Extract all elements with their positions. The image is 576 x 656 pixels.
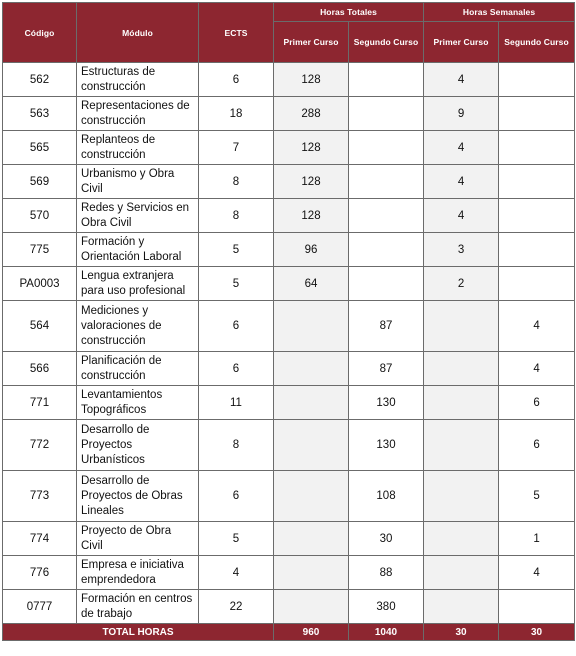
- cell-modulo: Desarrollo de Proyectos de Obras Lineales: [77, 471, 199, 522]
- cell-ht-primer: [274, 556, 349, 590]
- cell-modulo: Levantamientos Topográficos: [77, 386, 199, 420]
- total-ht-segundo: 1040: [349, 624, 424, 641]
- cell-ht-segundo: 130: [349, 386, 424, 420]
- cell-hs-segundo: [499, 131, 575, 165]
- modules-table: [2, 2, 575, 641]
- cell-ht-primer: 288: [274, 97, 349, 131]
- table-row: [3, 199, 575, 233]
- cell-codigo: 772: [3, 420, 77, 471]
- cell-hs-primer: 4: [424, 199, 499, 233]
- cell-codigo: 563: [3, 97, 77, 131]
- cell-hs-segundo: 4: [499, 556, 575, 590]
- table-row: [3, 301, 575, 352]
- cell-ects: 8: [199, 165, 274, 199]
- cell-hs-segundo: [499, 63, 575, 97]
- header-ht-segundo-curso: Segundo Curso: [349, 22, 424, 63]
- cell-ects: 7: [199, 131, 274, 165]
- cell-ht-primer: [274, 471, 349, 522]
- cell-ht-segundo: [349, 267, 424, 301]
- table-body: [3, 63, 575, 624]
- cell-ht-segundo: [349, 97, 424, 131]
- cell-ht-segundo: [349, 131, 424, 165]
- cell-modulo: Planificación de construcción: [77, 352, 199, 386]
- cell-codigo: 0777: [3, 590, 77, 624]
- cell-hs-primer: [424, 556, 499, 590]
- cell-modulo: Formación en centros de trabajo: [77, 590, 199, 624]
- cell-ht-segundo: [349, 233, 424, 267]
- cell-modulo: Redes y Servicios en Obra Civil: [77, 199, 199, 233]
- cell-modulo: Urbanismo y Obra Civil: [77, 165, 199, 199]
- cell-hs-segundo: 4: [499, 301, 575, 352]
- table-row: [3, 556, 575, 590]
- header-codigo: Código: [3, 3, 77, 63]
- cell-ht-segundo: [349, 165, 424, 199]
- cell-ects: 18: [199, 97, 274, 131]
- table-footer: [3, 624, 575, 641]
- table-row: [3, 165, 575, 199]
- cell-hs-primer: [424, 420, 499, 471]
- cell-hs-primer: 4: [424, 131, 499, 165]
- table-header: [3, 3, 575, 63]
- cell-hs-segundo: [499, 267, 575, 301]
- cell-ht-segundo: 88: [349, 556, 424, 590]
- cell-ht-primer: 128: [274, 165, 349, 199]
- totals-label: TOTAL HORAS: [3, 624, 274, 641]
- cell-modulo: Desarrollo de Proyectos Urbanísticos: [77, 420, 199, 471]
- table-row: [3, 131, 575, 165]
- cell-ht-segundo: 30: [349, 522, 424, 556]
- cell-codigo: 771: [3, 386, 77, 420]
- cell-hs-primer: [424, 301, 499, 352]
- cell-ht-segundo: 87: [349, 301, 424, 352]
- cell-codigo: 564: [3, 301, 77, 352]
- cell-hs-primer: 4: [424, 63, 499, 97]
- cell-ects: 5: [199, 233, 274, 267]
- cell-hs-primer: 3: [424, 233, 499, 267]
- cell-hs-primer: 9: [424, 97, 499, 131]
- cell-hs-primer: 2: [424, 267, 499, 301]
- cell-codigo: 569: [3, 165, 77, 199]
- cell-ht-primer: 128: [274, 199, 349, 233]
- cell-ects: 6: [199, 352, 274, 386]
- cell-ects: 22: [199, 590, 274, 624]
- cell-hs-segundo: [499, 97, 575, 131]
- cell-ht-segundo: 380: [349, 590, 424, 624]
- table-row: [3, 420, 575, 471]
- cell-modulo: Empresa e iniciativa emprendedora: [77, 556, 199, 590]
- total-ht-primer: 960: [274, 624, 349, 641]
- cell-ht-primer: 96: [274, 233, 349, 267]
- cell-hs-segundo: 4: [499, 352, 575, 386]
- cell-ects: 4: [199, 556, 274, 590]
- cell-codigo: 570: [3, 199, 77, 233]
- table-row: [3, 63, 575, 97]
- cell-hs-segundo: [499, 199, 575, 233]
- cell-hs-segundo: [499, 233, 575, 267]
- cell-codigo: 566: [3, 352, 77, 386]
- cell-ht-primer: 128: [274, 63, 349, 97]
- cell-ht-segundo: [349, 199, 424, 233]
- cell-hs-primer: [424, 590, 499, 624]
- cell-ht-primer: 64: [274, 267, 349, 301]
- cell-ht-primer: 128: [274, 131, 349, 165]
- cell-ects: 6: [199, 471, 274, 522]
- cell-ects: 5: [199, 522, 274, 556]
- cell-modulo: Estructuras de construcción: [77, 63, 199, 97]
- cell-modulo: Representaciones de construcción: [77, 97, 199, 131]
- cell-modulo: Formación y Orientación Laboral: [77, 233, 199, 267]
- table-row: [3, 386, 575, 420]
- table-row: [3, 522, 575, 556]
- cell-hs-primer: 4: [424, 165, 499, 199]
- cell-codigo: PA0003: [3, 267, 77, 301]
- total-hs-segundo: 30: [499, 624, 575, 641]
- cell-codigo: 776: [3, 556, 77, 590]
- cell-ects: 5: [199, 267, 274, 301]
- cell-hs-segundo: 6: [499, 386, 575, 420]
- header-horas-semanales: Horas Semanales: [424, 3, 575, 22]
- header-ht-primer-curso: Primer Curso: [274, 22, 349, 63]
- cell-codigo: 565: [3, 131, 77, 165]
- table-row: [3, 590, 575, 624]
- cell-ht-segundo: 130: [349, 420, 424, 471]
- cell-codigo: 774: [3, 522, 77, 556]
- cell-hs-primer: [424, 352, 499, 386]
- cell-ects: 8: [199, 199, 274, 233]
- cell-hs-segundo: [499, 165, 575, 199]
- cell-ht-primer: [274, 386, 349, 420]
- cell-ht-segundo: 87: [349, 352, 424, 386]
- table-row: [3, 267, 575, 301]
- cell-hs-segundo: 5: [499, 471, 575, 522]
- header-ects: ECTS: [199, 3, 274, 63]
- cell-hs-segundo: 1: [499, 522, 575, 556]
- cell-ht-primer: [274, 590, 349, 624]
- cell-ht-primer: [274, 420, 349, 471]
- cell-codigo: 773: [3, 471, 77, 522]
- cell-codigo: 775: [3, 233, 77, 267]
- cell-hs-segundo: 6: [499, 420, 575, 471]
- table-row: [3, 352, 575, 386]
- total-hs-primer: 30: [424, 624, 499, 641]
- cell-ects: 11: [199, 386, 274, 420]
- table-row: [3, 233, 575, 267]
- header-modulo: Módulo: [77, 3, 199, 63]
- cell-modulo: Lengua extranjera para uso profesional: [77, 267, 199, 301]
- cell-modulo: Proyecto de Obra Civil: [77, 522, 199, 556]
- cell-ht-segundo: [349, 63, 424, 97]
- cell-ht-primer: [274, 301, 349, 352]
- cell-ht-primer: [274, 522, 349, 556]
- header-hs-primer-curso: Primer Curso: [424, 22, 499, 63]
- cell-ects: 6: [199, 63, 274, 97]
- table-row: [3, 471, 575, 522]
- cell-modulo: Replanteos de construcción: [77, 131, 199, 165]
- cell-ects: 6: [199, 301, 274, 352]
- cell-ht-primer: [274, 352, 349, 386]
- cell-hs-primer: [424, 522, 499, 556]
- cell-ht-segundo: 108: [349, 471, 424, 522]
- table-row: [3, 97, 575, 131]
- cell-hs-segundo: [499, 590, 575, 624]
- cell-modulo: Mediciones y valoraciones de construcción: [77, 301, 199, 352]
- cell-hs-primer: [424, 386, 499, 420]
- cell-hs-primer: [424, 471, 499, 522]
- cell-codigo: 562: [3, 63, 77, 97]
- header-horas-totales: Horas Totales: [274, 3, 424, 22]
- cell-ects: 8: [199, 420, 274, 471]
- totals-row: [3, 624, 575, 641]
- header-hs-segundo-curso: Segundo Curso: [499, 22, 575, 63]
